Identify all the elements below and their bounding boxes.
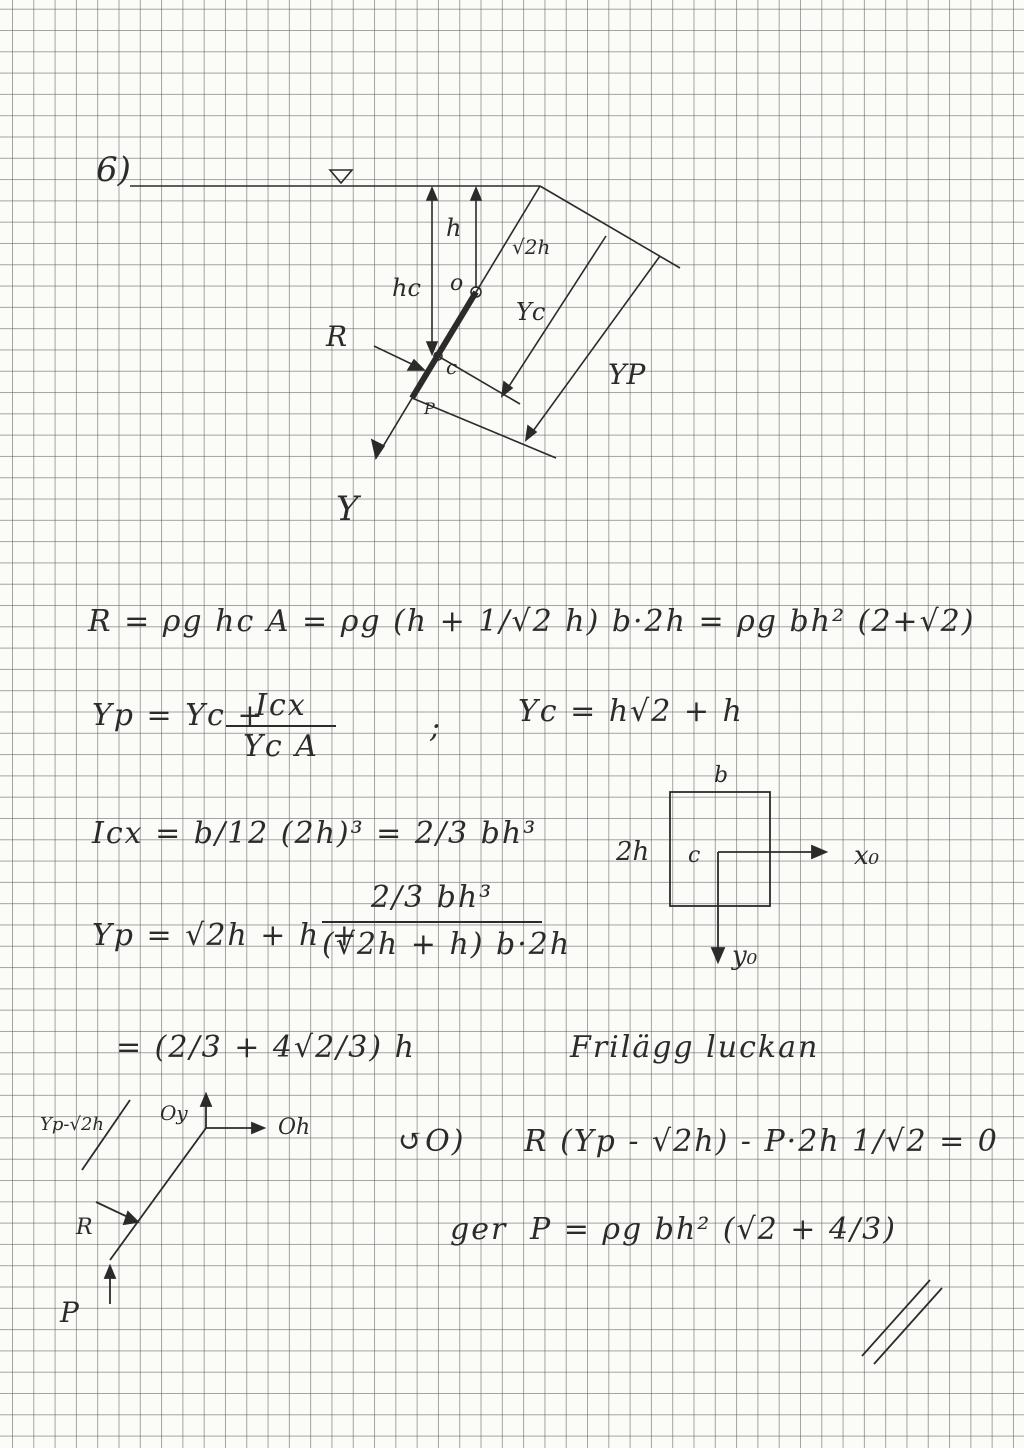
yp-dimension-line [82, 1100, 130, 1170]
label-R: R [326, 320, 348, 353]
x0-label: x₀ [854, 841, 880, 871]
problem-number: 6) [96, 150, 131, 190]
width-label: b [714, 763, 729, 788]
r-label: R [76, 1215, 93, 1240]
free-body-title: Frilägg luckan [570, 1030, 820, 1065]
y0-label: y₀ [732, 941, 758, 971]
yp-substituted-fraction [322, 880, 572, 962]
gate-line [110, 1128, 206, 1260]
label-sqrt2h: √2h [512, 235, 551, 259]
yp-dimension [528, 256, 660, 438]
oh-label: Oh [278, 1115, 311, 1140]
label-h: h [446, 214, 462, 242]
moment-equation: R (Yp - √2h) - P·2h 1/√2 = 0 [524, 1124, 999, 1159]
centroid-label: c [688, 843, 701, 868]
moment-symbol: ↺O) [398, 1124, 466, 1159]
free-body-sketch [30, 1070, 350, 1340]
yp-definition-left: Yp = Yc + [92, 698, 265, 733]
label-hc: hc [392, 274, 421, 302]
yp-def-numerator: Icx [255, 688, 307, 723]
result-prefix: ger [450, 1212, 508, 1247]
gate-plate [412, 292, 476, 398]
ext-top [540, 186, 680, 268]
free-surface-symbol [330, 170, 352, 183]
label-p: P [424, 399, 435, 418]
yp-sub-denominator: (√2h + h) b·2h [322, 927, 572, 962]
yp-sub-numerator: 2/3 bh³ [370, 880, 494, 915]
oy-label: Oy [160, 1101, 188, 1125]
yc-value: Yc = h√2 + h [518, 694, 744, 729]
label-yp: YP [608, 358, 646, 391]
result-equation: P = ρg bh² (√2 + 4/3) [530, 1212, 897, 1247]
cross-section-sketch [600, 760, 920, 990]
yp-def-denominator: Yc A [243, 729, 319, 764]
yp-substituted-left: Yp = √2h + h + [92, 918, 359, 953]
y-axis-arrow [372, 440, 384, 458]
gate-sketch [0, 0, 1024, 560]
end-marks [850, 1270, 960, 1370]
yp-definition-fraction [226, 688, 336, 764]
label-o: o [450, 271, 464, 296]
cross-section-rect [670, 792, 770, 906]
label-yc: Yc [516, 298, 546, 326]
label-y: Y [336, 489, 359, 529]
p-label: P [60, 1296, 79, 1329]
label-c: c [446, 355, 458, 379]
force-equation: R = ρg hc A = ρg (h + 1/√2 h) b·2h = ρg bh² (2+√2) [88, 604, 976, 639]
icx-equation: Icx = b/12 (2h)³ = 2/3 bh³ [92, 816, 538, 851]
height-label: 2h [616, 837, 650, 867]
yp-result: = (2/3 + 4√2/3) h [116, 1030, 416, 1065]
yp-minus-label: Yp-√2h [40, 1114, 105, 1135]
yp-definition-separator: ; [430, 710, 443, 745]
